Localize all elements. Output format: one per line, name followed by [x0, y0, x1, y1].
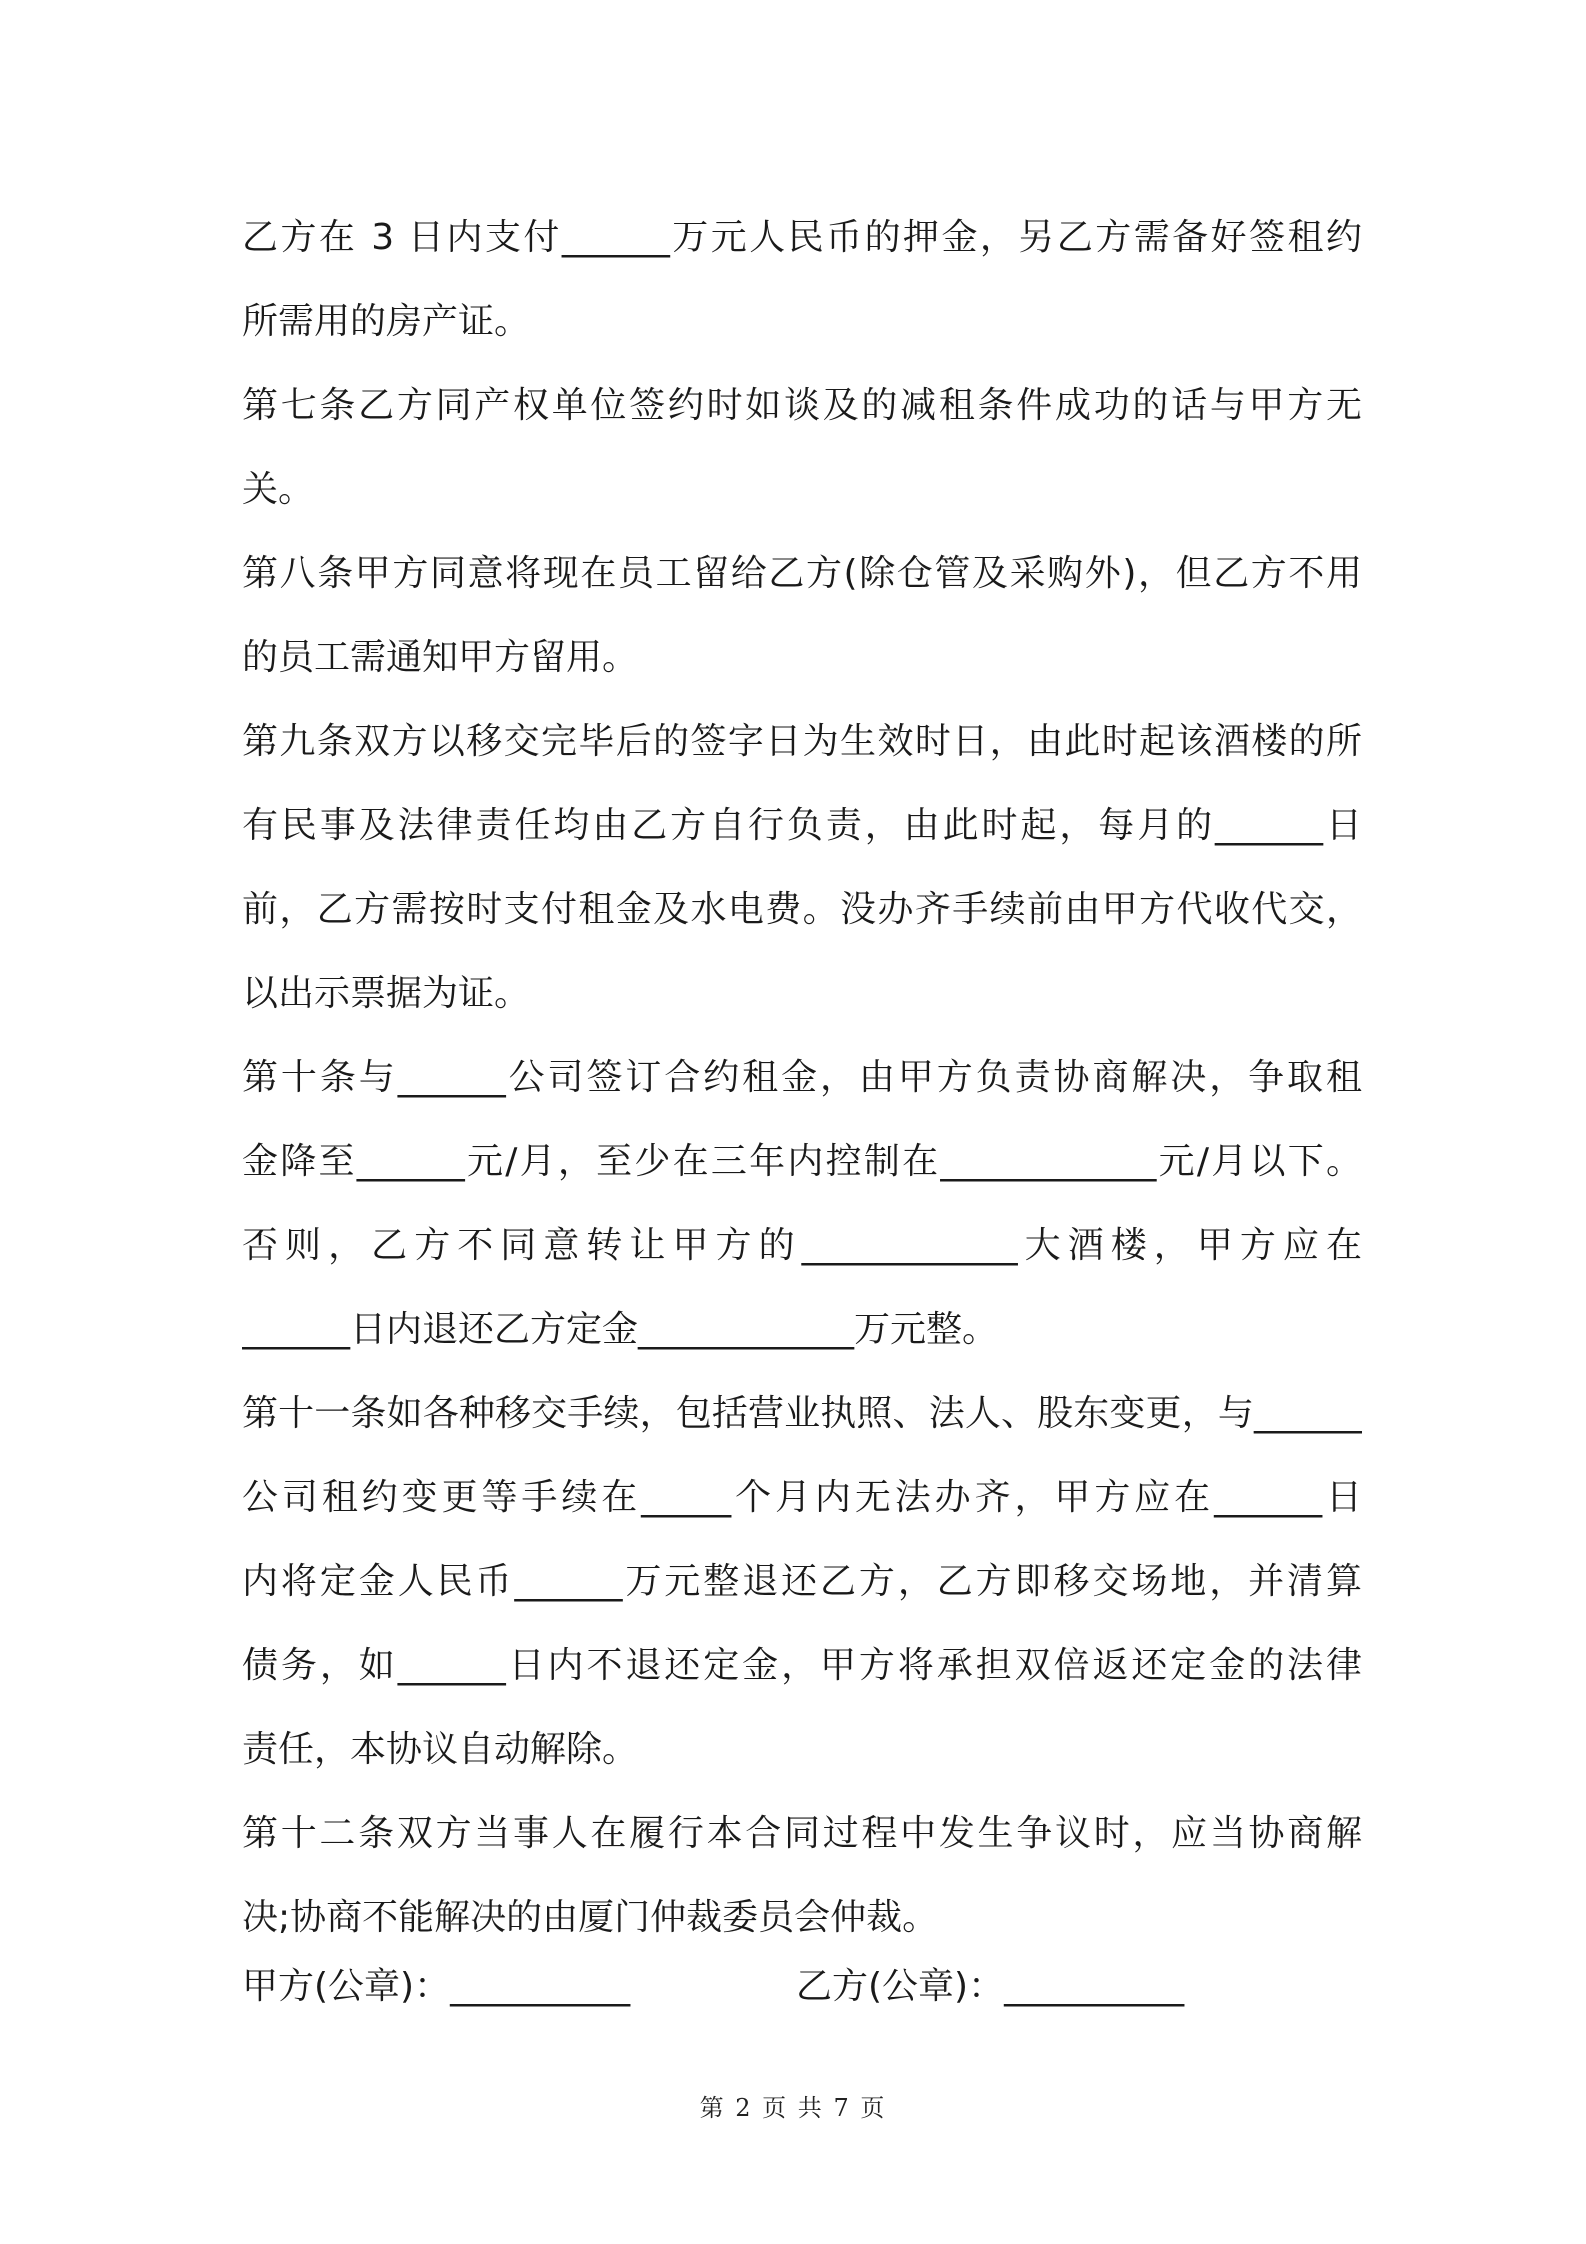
text-line: 前，乙方需按时支付租金及水电费。没办齐手续前由甲方代收代交， — [242, 889, 1362, 930]
text-line: 否则，乙方不同意转让甲方的____________大酒楼，甲方应在 — [242, 1225, 1362, 1266]
text-line: 第七条乙方同产权单位签约时如谈及的减租条件成功的话与甲方无 — [242, 385, 1362, 426]
text-line: 第八条甲方同意将现在员工留给乙方(除仓管及采购外)，但乙方不用 — [242, 553, 1362, 594]
text-line: 内将定金人民币______万元整退还乙方，乙方即移交场地，并清算 — [242, 1561, 1362, 1602]
text-line: 金降至______元/月，至少在三年内控制在____________元/月以下。 — [242, 1141, 1362, 1182]
text-line: 公司租约变更等手续在_____个月内无法办齐，甲方应在______日 — [242, 1477, 1362, 1518]
text-line: 第九条双方以移交完毕后的签字日为生效时日，由此时起该酒楼的所 — [242, 721, 1362, 762]
text-line: 责任，本协议自动解除。 — [242, 1729, 639, 1770]
text-line: ______日内退还乙方定金____________万元整。 — [242, 1309, 999, 1350]
text-line: 第十二条双方当事人在履行本合同过程中发生争议时，应当协商解 — [242, 1813, 1362, 1854]
text-line: 以出示票据为证。 — [242, 973, 531, 1014]
text-line: 有民事及法律责任均由乙方自行负责，由此时起，每月的______日 — [242, 805, 1362, 846]
text-line: 第十一条如各种移交手续，包括营业执照、法人、股东变更，与______ — [242, 1393, 1362, 1434]
signature-row — [242, 1945, 1362, 2029]
text-line: 关。 — [242, 469, 315, 510]
contract-body — [242, 196, 1362, 1960]
party-a-signature: 甲方(公章)：__________ — [242, 1966, 631, 2007]
text-line: 所需用的房产证。 — [242, 301, 531, 342]
text-line: 决;协商不能解决的由厦门仲裁委员会仲裁。 — [242, 1897, 939, 1938]
text-line: 债务，如______日内不退还定金，甲方将承担双倍返还定金的法律 — [242, 1645, 1362, 1686]
party-b-signature: 乙方(公章)：__________ — [796, 1966, 1185, 2007]
text-line: 的员工需通知甲方留用。 — [242, 637, 639, 678]
text-line: 乙方在 3 日内支付______万元人民币的押金，另乙方需备好签租约 — [242, 217, 1362, 258]
page-number-footer: 第 2 页 共 7 页 — [699, 2094, 887, 2122]
text-line: 第十条与______公司签订合约租金，由甲方负责协商解决，争取租 — [242, 1057, 1362, 1098]
